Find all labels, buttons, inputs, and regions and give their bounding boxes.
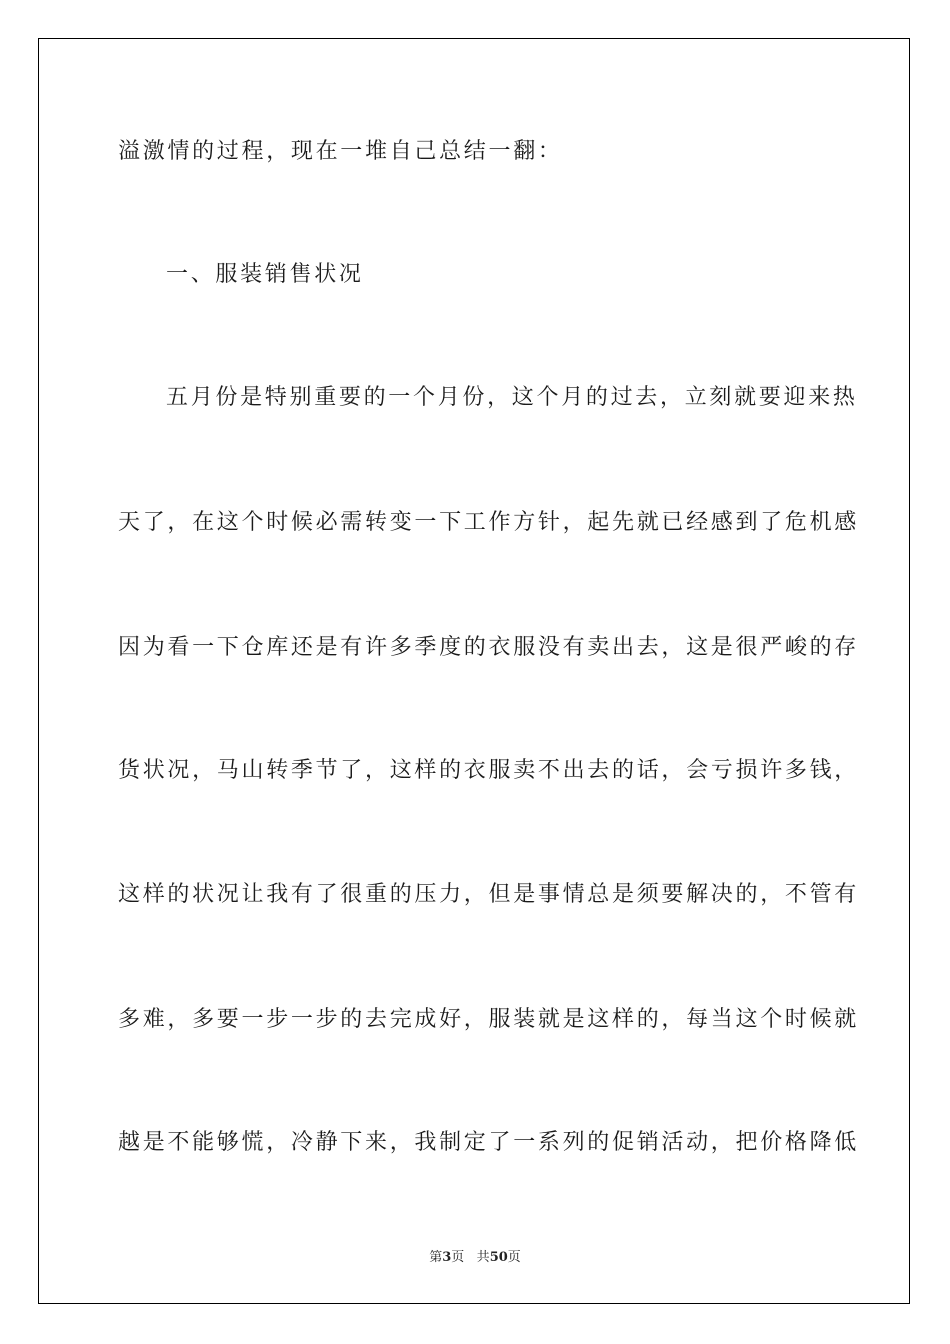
paragraph-first-line: 五月份是特别重要的一个月份，这个月的过去，立刻就要迎来热	[166, 385, 858, 410]
total-suffix: 页	[507, 1250, 521, 1265]
page-number: 3	[442, 1250, 452, 1265]
section-heading: 一、服装销售状况	[166, 262, 364, 287]
total-pages: 50	[489, 1250, 508, 1265]
body-text-line: 这样的状况让我有了很重的压力，但是事情总是须要解决的，不管有	[118, 882, 860, 907]
page-prefix: 第	[429, 1250, 443, 1265]
page-suffix: 页	[451, 1250, 465, 1265]
body-text-line: 越是不能够慌，冷静下来，我制定了一系列的促销活动，把价格降低	[118, 1130, 860, 1155]
body-text-line: 货状况，马山转季节了，这样的衣服卖不出去的话，会亏损许多钱，	[118, 758, 860, 783]
body-text-line: 天了，在这个时候必需转变一下工作方针，起先就已经感到了危机感	[118, 510, 860, 535]
body-text-line: 因为看一下仓库还是有许多季度的衣服没有卖出去，这是很严峻的存	[118, 635, 860, 660]
total-prefix: 共	[476, 1250, 490, 1265]
page-footer	[0, 1250, 950, 1266]
body-text-line: 溢激情的过程，现在一堆自己总结一翻：	[118, 139, 563, 164]
page-border	[38, 38, 910, 1304]
body-text-line: 多难，多要一步一步的去完成好，服装就是这样的，每当这个时候就	[118, 1007, 860, 1032]
